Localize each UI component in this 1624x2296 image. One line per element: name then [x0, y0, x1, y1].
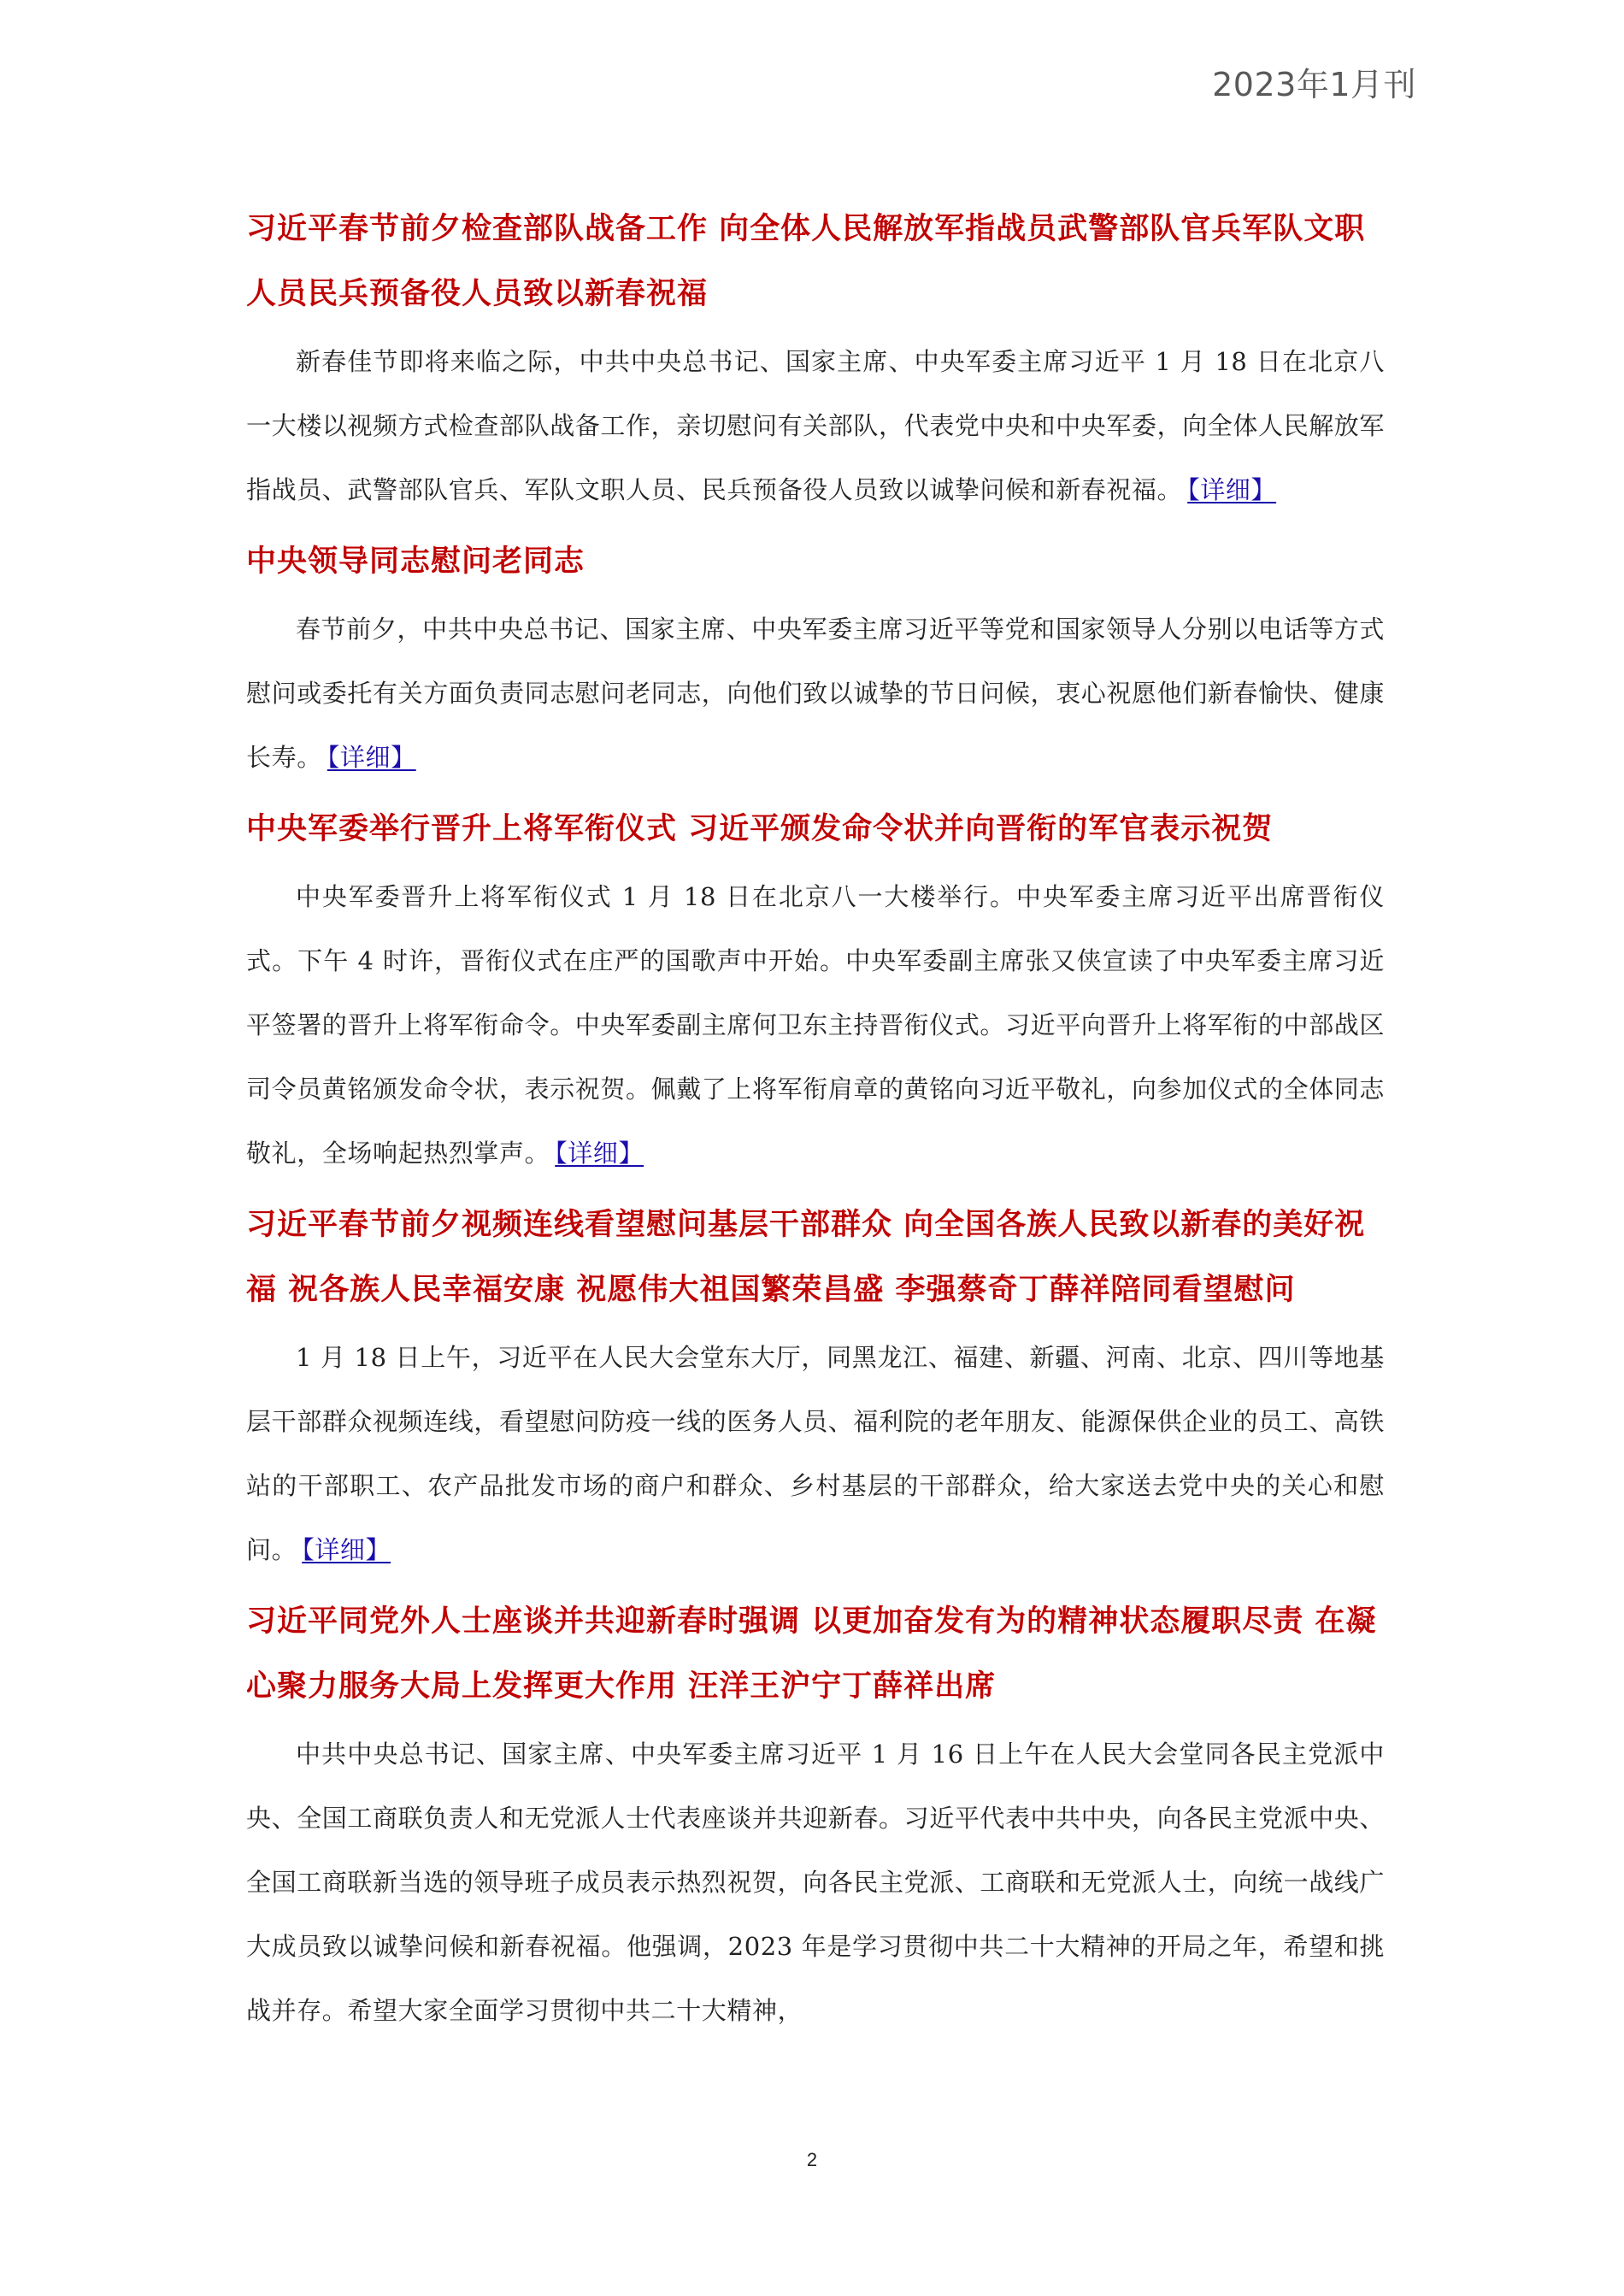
article-2: [246, 529, 1385, 790]
article-3: [246, 797, 1385, 1186]
article-title: 中央军委举行晋升上将军衔仪式 习近平颁发命令状并向晋衔的军官表示祝贺: [246, 812, 1274, 846]
article-list: [246, 197, 1385, 2050]
article-1: [246, 197, 1385, 522]
article-body-text: 春节前夕，中共中央总书记、国家主席、中央军委主席习近平等党和国家领导人分别以电话等方式慰问或委托有关方面负责同志慰问老同志，向他们致以诚挚的节日问候，衷心祝愿他们新春愉快、健康长寿。: [246, 615, 1386, 772]
detail-link[interactable]: 【详细】: [327, 743, 416, 772]
article-body-text: 中央军委晋升上将军衔仪式 1 月 18 日在北京八一大楼举行。中央军委主席习近平出席晋衔仪式。下午 4 时许，晋衔仪式在庄严的国歌声中开始。中央军委副主席张又侠宣读了中央军委主席习近平签署的晋升上将军衔命令。中央军委副主席何卫东主持晋衔仪式。习近平向晋升上将军衔的中部战区司令员黄铭颁发命令状，表示祝贺。佩戴了上将军衔肩章的黄铭向习近平敬礼，向参加仪式的全体同志敬礼，全场响起热烈掌声。: [246, 882, 1386, 1168]
page-number: 2: [806, 2149, 818, 2170]
article-title: 中央领导同志慰问老同志: [246, 545, 585, 579]
detail-link[interactable]: 【详细】: [555, 1139, 644, 1168]
article-body-text: 新春佳节即将来临之际，中共中央总书记、国家主席、中央军委主席习近平 1 月 18 日在北京八一大楼以视频方式检查部队战备工作，亲切慰问有关部队，代表党中央和中央军委，向全体人民解放军指战员、武警部队官兵、军队文职人员、民兵预备役人员致以诚挚问候和新春祝福。: [246, 347, 1386, 504]
issue-label: 2023年1月刊: [1212, 66, 1416, 103]
article-body: [246, 1326, 1385, 1582]
article-body: [246, 1722, 1385, 2043]
article-body-text: 中共中央总书记、国家主席、中央军委主席习近平 1 月 16 日上午在人民大会堂同各民主党派中央、全国工商联负责人和无党派人士代表座谈并共迎新春。习近平代表中共中央，向各民主党派中央、全国工商联新当选的领导班子成员表示热烈祝贺，向各民主党派、工商联和无党派人士，向统一战线广大成员致以诚挚问候和新春祝福。他强调，2023 年是学习贯彻中共二十大精神的开局之年，希望和挑战并存。希望大家全面学习贯彻中共二十大精神，: [246, 1740, 1386, 2025]
article-body: [246, 598, 1385, 790]
article-title: 习近平同党外人士座谈并共迎新春时强调 以更加奋发有为的精神状态履职尽责 在凝心聚力服务大局上发挥更大作用 汪洋王沪宁丁薛祥出席: [246, 1604, 1377, 1704]
article-body-text: 1 月 18 日上午，习近平在人民大会堂东大厅，同黑龙江、福建、新疆、河南、北京、四川等地基层干部群众视频连线，看望慰问防疫一线的医务人员、福利院的老年朋友、能源保供企业的员工、高铁站的干部职工、农产品批发市场的商户和群众、乡村基层的干部群众，给大家送去党中央的关心和慰问。: [246, 1343, 1386, 1564]
article-title: 习近平春节前夕检查部队战备工作 向全体人民解放军指战员武警部队官兵军队文职人员民兵预备役人员致以新春祝福: [246, 212, 1366, 311]
article-5: [246, 1589, 1385, 2043]
article-body: [246, 330, 1385, 522]
article-4: [246, 1192, 1385, 1582]
detail-link[interactable]: 【详细】: [1187, 475, 1277, 504]
detail-link[interactable]: 【详细】: [302, 1535, 391, 1564]
article-title: 习近平春节前夕视频连线看望慰问基层干部群众 向全国各族人民致以新春的美好祝福 祝各族人民幸福安康 祝愿伟大祖国繁荣昌盛 李强蔡奇丁薛祥陪同看望慰问: [246, 1208, 1366, 1307]
article-body: [246, 865, 1385, 1186]
